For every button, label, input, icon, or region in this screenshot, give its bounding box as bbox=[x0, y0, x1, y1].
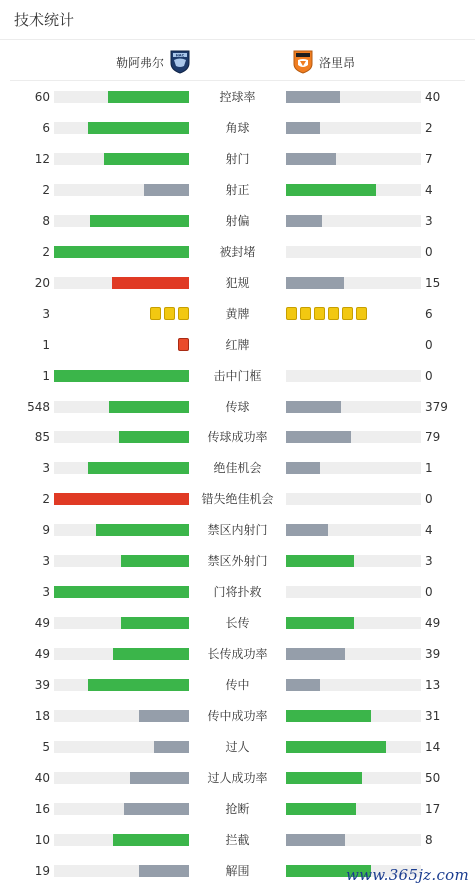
stat-row bbox=[0, 212, 475, 230]
away-value: 8 bbox=[425, 833, 433, 847]
away-bar bbox=[286, 277, 421, 289]
away-value: 6 bbox=[425, 307, 433, 321]
away-value: 13 bbox=[425, 678, 441, 692]
away-bar bbox=[286, 586, 421, 598]
watermark: www.365jz.com bbox=[345, 866, 469, 884]
yellow-card-icon bbox=[300, 307, 311, 320]
away-value: 4 bbox=[425, 523, 433, 537]
stat-label: 拦截 bbox=[225, 833, 250, 847]
stat-row bbox=[0, 181, 475, 199]
home-bar bbox=[54, 772, 189, 784]
yellow-card-icon bbox=[314, 307, 325, 320]
away-bar-fill bbox=[286, 184, 376, 196]
home-bar bbox=[54, 648, 189, 660]
stat-row bbox=[0, 243, 475, 261]
stat-label: 解围 bbox=[225, 864, 250, 878]
home-bar bbox=[54, 431, 189, 443]
stat-row bbox=[0, 738, 475, 756]
away-value: 3 bbox=[425, 554, 433, 568]
svg-text:HAC: HAC bbox=[175, 53, 185, 58]
home-bar bbox=[54, 122, 189, 134]
stat-row bbox=[0, 336, 475, 354]
stat-row bbox=[0, 583, 475, 601]
away-bar-fill bbox=[286, 803, 356, 815]
stat-label: 传球 bbox=[225, 400, 250, 414]
home-value: 18 bbox=[34, 709, 50, 723]
home-value: 3 bbox=[42, 554, 50, 568]
stat-label: 抢断 bbox=[225, 802, 250, 816]
away-bar bbox=[286, 91, 421, 103]
home-cards bbox=[150, 307, 189, 321]
home-value: 9 bbox=[42, 523, 50, 537]
home-value: 85 bbox=[34, 430, 50, 444]
stat-row bbox=[0, 707, 475, 725]
stat-label: 门将扑救 bbox=[213, 585, 262, 599]
home-bar bbox=[54, 617, 189, 629]
stat-row bbox=[0, 552, 475, 570]
yellow-card-icon bbox=[164, 307, 175, 320]
home-bar-fill bbox=[54, 370, 189, 382]
away-value: 14 bbox=[425, 740, 441, 754]
away-bar-fill bbox=[286, 431, 351, 443]
away-bar bbox=[286, 524, 421, 536]
home-bar-fill bbox=[139, 865, 189, 877]
home-value: 8 bbox=[42, 214, 50, 228]
away-bar-fill bbox=[286, 834, 345, 846]
home-bar-fill bbox=[88, 679, 189, 691]
stat-label: 绝佳机会 bbox=[213, 461, 262, 475]
home-value: 6 bbox=[42, 121, 50, 135]
home-bar-fill bbox=[119, 431, 189, 443]
home-value: 3 bbox=[42, 585, 50, 599]
home-bar bbox=[54, 741, 189, 753]
stat-label: 角球 bbox=[225, 121, 250, 135]
stat-row bbox=[0, 831, 475, 849]
away-value: 0 bbox=[425, 492, 433, 506]
away-team[interactable] bbox=[293, 48, 355, 76]
home-value: 39 bbox=[34, 678, 50, 692]
stat-row bbox=[0, 398, 475, 416]
stat-label: 禁区外射门 bbox=[207, 554, 268, 568]
stat-label: 传球成功率 bbox=[207, 430, 268, 444]
away-bar bbox=[286, 184, 421, 196]
home-value: 1 bbox=[42, 338, 50, 352]
away-value: 15 bbox=[425, 276, 441, 290]
home-bar-fill bbox=[154, 741, 189, 753]
yellow-card-icon bbox=[286, 307, 297, 320]
home-value: 49 bbox=[34, 647, 50, 661]
stat-row bbox=[0, 800, 475, 818]
home-bar bbox=[54, 215, 189, 227]
away-bar-fill bbox=[286, 741, 386, 753]
stat-label: 红牌 bbox=[225, 338, 250, 352]
away-bar bbox=[286, 462, 421, 474]
home-value: 3 bbox=[42, 307, 50, 321]
away-bar bbox=[286, 710, 421, 722]
home-bar-fill bbox=[90, 215, 189, 227]
away-value: 0 bbox=[425, 585, 433, 599]
home-value: 10 bbox=[34, 833, 50, 847]
home-value: 40 bbox=[34, 771, 50, 785]
home-bar-fill bbox=[121, 617, 189, 629]
home-bar bbox=[54, 865, 189, 877]
stat-label: 传中成功率 bbox=[207, 709, 268, 723]
le-havre-crest-icon bbox=[170, 50, 190, 74]
away-bar bbox=[286, 679, 421, 691]
lorient-crest-icon bbox=[293, 50, 313, 74]
stat-row bbox=[0, 150, 475, 168]
home-bar bbox=[54, 462, 189, 474]
home-bar bbox=[54, 246, 189, 258]
home-cards bbox=[178, 338, 189, 352]
stat-label: 被封堵 bbox=[219, 245, 256, 259]
home-team[interactable] bbox=[116, 48, 190, 76]
home-bar-fill bbox=[139, 710, 189, 722]
yellow-card-icon bbox=[356, 307, 367, 320]
away-value: 4 bbox=[425, 183, 433, 197]
away-bar bbox=[286, 803, 421, 815]
away-value: 31 bbox=[425, 709, 441, 723]
away-bar-fill bbox=[286, 679, 320, 691]
home-bar bbox=[54, 370, 189, 382]
home-bar-fill bbox=[121, 555, 189, 567]
home-bar-fill bbox=[108, 91, 189, 103]
stat-label: 过人成功率 bbox=[207, 771, 268, 785]
away-bar bbox=[286, 431, 421, 443]
divider bbox=[10, 80, 465, 81]
stat-row bbox=[0, 645, 475, 663]
away-value: 0 bbox=[425, 245, 433, 259]
away-value: 7 bbox=[425, 152, 433, 166]
away-bar-fill bbox=[286, 617, 354, 629]
away-value: 40 bbox=[425, 90, 441, 104]
home-value: 2 bbox=[42, 183, 50, 197]
home-value: 1 bbox=[42, 369, 50, 383]
home-bar bbox=[54, 401, 189, 413]
home-bar-fill bbox=[54, 246, 189, 258]
stat-row bbox=[0, 614, 475, 632]
stat-label: 禁区内射门 bbox=[207, 523, 268, 537]
away-bar bbox=[286, 741, 421, 753]
stat-label: 传中 bbox=[225, 678, 250, 692]
stat-row bbox=[0, 88, 475, 106]
home-bar-fill bbox=[144, 184, 189, 196]
teams-header bbox=[0, 48, 475, 76]
stat-row bbox=[0, 428, 475, 446]
home-value: 16 bbox=[34, 802, 50, 816]
away-bar bbox=[286, 648, 421, 660]
home-bar-fill bbox=[113, 834, 189, 846]
home-bar-fill bbox=[88, 122, 189, 134]
section-title: 技术统计 bbox=[14, 11, 75, 29]
away-bar-fill bbox=[286, 524, 328, 536]
away-value: 79 bbox=[425, 430, 441, 444]
home-value: 49 bbox=[34, 616, 50, 630]
away-cards bbox=[286, 307, 367, 321]
away-bar-fill bbox=[286, 401, 341, 413]
stat-label: 长传 bbox=[225, 616, 250, 630]
away-bar-fill bbox=[286, 648, 345, 660]
stat-row bbox=[0, 490, 475, 508]
section-header bbox=[0, 0, 475, 40]
away-value: 39 bbox=[425, 647, 441, 661]
stat-row bbox=[0, 119, 475, 137]
away-value: 0 bbox=[425, 338, 433, 352]
home-value: 2 bbox=[42, 245, 50, 259]
home-bar bbox=[54, 679, 189, 691]
away-bar-fill bbox=[286, 153, 336, 165]
stat-row bbox=[0, 769, 475, 787]
stat-row bbox=[0, 521, 475, 539]
home-value: 12 bbox=[34, 152, 50, 166]
away-bar bbox=[286, 215, 421, 227]
stat-label: 射偏 bbox=[225, 214, 250, 228]
home-value: 19 bbox=[34, 864, 50, 878]
stat-label: 犯规 bbox=[225, 276, 250, 290]
home-team-name: 勒阿弗尔 bbox=[115, 55, 164, 70]
away-bar-fill bbox=[286, 122, 320, 134]
home-bar-fill bbox=[104, 153, 189, 165]
away-value: 17 bbox=[425, 802, 441, 816]
home-bar bbox=[54, 184, 189, 196]
away-bar bbox=[286, 401, 421, 413]
yellow-card-icon bbox=[328, 307, 339, 320]
away-value: 0 bbox=[425, 369, 433, 383]
away-bar-fill bbox=[286, 710, 371, 722]
home-bar bbox=[54, 803, 189, 815]
yellow-card-icon bbox=[150, 307, 161, 320]
stat-label: 黄牌 bbox=[225, 307, 250, 321]
home-bar-fill bbox=[88, 462, 189, 474]
home-bar-fill bbox=[96, 524, 189, 536]
away-bar bbox=[286, 772, 421, 784]
away-value: 3 bbox=[425, 214, 433, 228]
red-card-icon bbox=[178, 338, 189, 351]
away-bar-fill bbox=[286, 772, 362, 784]
stat-row bbox=[0, 305, 475, 323]
home-bar bbox=[54, 834, 189, 846]
away-bar bbox=[286, 370, 421, 382]
away-bar bbox=[286, 493, 421, 505]
stat-row bbox=[0, 367, 475, 385]
home-bar bbox=[54, 91, 189, 103]
home-bar bbox=[54, 586, 189, 598]
home-value: 5 bbox=[42, 740, 50, 754]
home-value: 60 bbox=[34, 90, 50, 104]
away-bar bbox=[286, 246, 421, 258]
home-bar bbox=[54, 555, 189, 567]
away-value: 1 bbox=[425, 461, 433, 475]
home-bar bbox=[54, 493, 189, 505]
home-bar-fill bbox=[54, 493, 189, 505]
stat-label: 控球率 bbox=[219, 90, 256, 104]
stat-label: 射正 bbox=[225, 183, 250, 197]
home-bar bbox=[54, 277, 189, 289]
away-bar-fill bbox=[286, 215, 322, 227]
away-value: 49 bbox=[425, 616, 441, 630]
home-value: 548 bbox=[27, 400, 50, 414]
away-bar bbox=[286, 122, 421, 134]
away-bar bbox=[286, 617, 421, 629]
yellow-card-icon bbox=[342, 307, 353, 320]
home-bar bbox=[54, 524, 189, 536]
home-bar-fill bbox=[109, 401, 189, 413]
stat-label: 击中门框 bbox=[213, 369, 262, 383]
away-bar-fill bbox=[286, 91, 340, 103]
stat-label: 长传成功率 bbox=[207, 647, 268, 661]
home-bar bbox=[54, 710, 189, 722]
away-team-name: 洛里昂 bbox=[319, 55, 356, 70]
home-bar-fill bbox=[124, 803, 189, 815]
away-bar bbox=[286, 153, 421, 165]
stat-row bbox=[0, 274, 475, 292]
home-bar-fill bbox=[54, 586, 189, 598]
stat-label: 错失绝佳机会 bbox=[201, 492, 274, 506]
yellow-card-icon bbox=[178, 307, 189, 320]
home-value: 20 bbox=[34, 276, 50, 290]
away-bar-fill bbox=[286, 555, 354, 567]
home-bar-fill bbox=[130, 772, 189, 784]
away-value: 2 bbox=[425, 121, 433, 135]
away-bar bbox=[286, 834, 421, 846]
away-bar-fill bbox=[286, 277, 344, 289]
home-bar-fill bbox=[112, 277, 189, 289]
away-bar bbox=[286, 555, 421, 567]
stat-label: 过人 bbox=[225, 740, 250, 754]
away-bar-fill bbox=[286, 462, 320, 474]
stat-row bbox=[0, 459, 475, 477]
home-bar-fill bbox=[113, 648, 189, 660]
home-value: 2 bbox=[42, 492, 50, 506]
home-bar bbox=[54, 153, 189, 165]
away-value: 379 bbox=[425, 400, 448, 414]
home-value: 3 bbox=[42, 461, 50, 475]
stat-label: 射门 bbox=[225, 152, 250, 166]
away-value: 50 bbox=[425, 771, 441, 785]
stat-row bbox=[0, 676, 475, 694]
